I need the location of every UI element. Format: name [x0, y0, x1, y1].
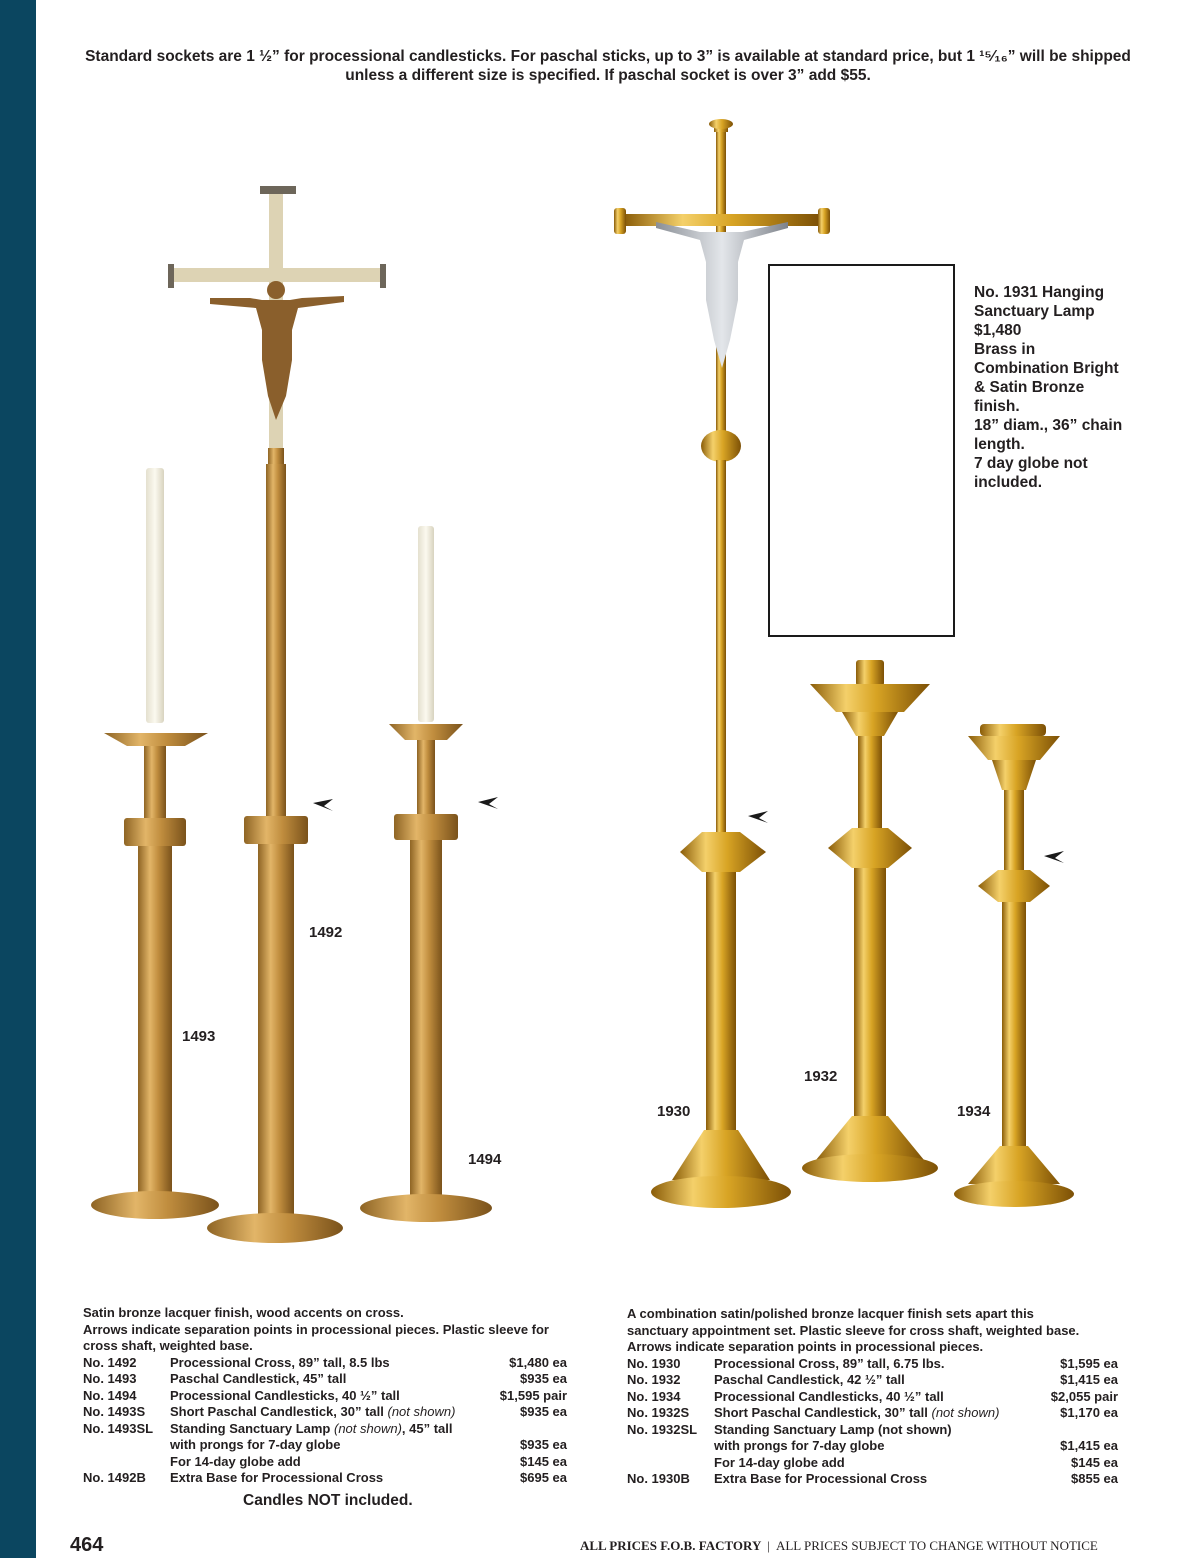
price-row: [83, 1371, 567, 1388]
item-price: $1,595 ea: [1060, 1355, 1118, 1371]
item-description: Processional Cross, 89” tall, 6.75 lbs.: [714, 1355, 945, 1371]
item-price: $145 ea: [520, 1453, 567, 1469]
item-number: No. 1494: [83, 1387, 137, 1403]
lamp-line: 7 day globe not: [974, 455, 1088, 472]
item-number: No. 1492: [83, 1354, 137, 1370]
price-list-intro: [627, 1306, 1118, 1356]
price-row: [83, 1388, 567, 1405]
item-description: For 14-day globe add: [170, 1453, 301, 1469]
price-row: [83, 1421, 567, 1438]
label-1494: 1494: [468, 1151, 502, 1168]
desc-text: , 45” tall: [401, 1420, 453, 1436]
item-price: $1,170 ea: [1060, 1405, 1118, 1420]
item-number: No. 1492B: [83, 1470, 146, 1485]
price-row: [627, 1471, 1118, 1488]
separation-arrow: [1044, 851, 1064, 863]
item-description: [170, 1404, 455, 1421]
desc-text: Standing Sanctuary Lamp: [170, 1420, 334, 1436]
separation-arrow: [313, 799, 333, 811]
item-description: [714, 1405, 999, 1422]
candle-1494: [418, 526, 434, 722]
item-number: No. 1932S: [627, 1405, 690, 1420]
item-number: No. 1934: [627, 1388, 681, 1404]
intro-line: cross shaft, weighted base.: [83, 1338, 253, 1353]
price-row: [83, 1355, 567, 1372]
socket-note-line-1: Standard sockets are 1 ½” for processional candlesticks. For paschal sticks, up to 3” is available at standard price, but 1 ¹⁵⁄₁₆” will be shipped: [85, 48, 1131, 65]
price-row: [627, 1389, 1118, 1406]
item-price: $2,055 pair: [1050, 1388, 1118, 1404]
footer-change-notice: ALL PRICES SUBJECT TO CHANGE WITHOUT NOTICE: [775, 1538, 1098, 1553]
item-description: [170, 1421, 452, 1438]
item-description: Processional Candlesticks, 40 ½” tall: [170, 1387, 400, 1403]
price-row: [627, 1372, 1118, 1389]
lamp-line: finish.: [974, 398, 1020, 415]
price-row: [627, 1422, 1118, 1439]
lamp-line: & Satin Bronze: [974, 379, 1085, 396]
price-row: [83, 1454, 567, 1471]
item-description: Processional Candlesticks, 40 ½” tall: [714, 1388, 944, 1404]
item-number: No. 1930: [627, 1355, 681, 1371]
label-1492: 1492: [309, 924, 343, 941]
price-row: [627, 1356, 1118, 1373]
lamp-line: included.: [974, 474, 1043, 491]
candles-not-included-note: Candles NOT included.: [243, 1492, 413, 1509]
desc-note: (not shown): [333, 1420, 402, 1436]
lamp-1931-description: [974, 283, 1144, 492]
price-row: [627, 1455, 1118, 1472]
footer-notice: [580, 1538, 1098, 1554]
price-row: [627, 1405, 1118, 1422]
lamp-line: 18” diam., 36” chain: [974, 417, 1123, 434]
page-number: 464: [70, 1534, 104, 1556]
separation-arrow: [478, 797, 498, 809]
item-price: $855 ea: [1071, 1471, 1118, 1486]
intro-line: Arrows indicate separation points in processional pieces. Plastic sleeve for: [83, 1321, 549, 1337]
candlestick-1494-image: [360, 526, 498, 1222]
candle-1493: [146, 468, 164, 723]
item-description: Standing Sanctuary Lamp (not shown): [714, 1421, 952, 1437]
lamp-line: Brass in: [974, 341, 1036, 358]
desc-text: Short Paschal Candlestick, 30” tall: [170, 1404, 388, 1419]
item-number: No. 1932: [627, 1372, 681, 1387]
item-description: with prongs for 7-day globe: [714, 1438, 885, 1453]
desc-text: Short Paschal Candlestick, 30” tall: [714, 1405, 932, 1420]
item-description: For 14-day globe add: [714, 1454, 845, 1470]
socket-note-line-2: unless a different size is specified. If paschal socket is over 3” add $55.: [345, 67, 871, 84]
item-price: $1,595 pair: [499, 1387, 567, 1403]
price-list-intro: [83, 1305, 567, 1355]
item-description: with prongs for 7-day globe: [170, 1437, 341, 1452]
desc-note: (not shown): [387, 1404, 456, 1419]
item-number: No. 1930B: [627, 1471, 690, 1486]
footer-separator: |: [767, 1538, 770, 1553]
label-1930: 1930: [657, 1103, 691, 1120]
desc-note: (not shown): [931, 1405, 1000, 1420]
candlestick-1932-image: [802, 660, 938, 1182]
candlestick-1493-image: [91, 468, 219, 1219]
item-price: $695 ea: [520, 1470, 567, 1485]
lamp-price: $1,480: [974, 322, 1022, 339]
price-row: [627, 1438, 1118, 1455]
lamp-line: Combination Bright: [974, 360, 1119, 377]
intro-line: Satin bronze lacquer finish, wood accents on cross.: [83, 1305, 404, 1320]
item-price: $935 ea: [520, 1371, 567, 1386]
item-description: Paschal Candlestick, 42 ½” tall: [714, 1372, 905, 1387]
intro-line: Arrows indicate separation points in processional pieces.: [627, 1339, 984, 1354]
price-list-polished-set: [627, 1306, 1118, 1488]
item-description: Extra Base for Processional Cross: [714, 1471, 928, 1486]
processional-cross-1492-image: [168, 186, 386, 1243]
item-price: $1,415 ea: [1060, 1372, 1118, 1387]
item-description: Processional Cross, 89” tall, 8.5 lbs: [170, 1354, 390, 1370]
price-row: [83, 1437, 567, 1454]
item-price: $1,480 ea: [509, 1354, 567, 1370]
label-1493: 1493: [182, 1028, 216, 1045]
hanging-lamp-frame: [768, 264, 955, 637]
label-1934: 1934: [957, 1103, 991, 1120]
item-description: Paschal Candlestick, 45” tall: [170, 1371, 347, 1386]
lamp-line: No. 1931 Hanging: [974, 284, 1105, 301]
item-price: $1,415 ea: [1060, 1438, 1118, 1453]
price-row: [83, 1404, 567, 1421]
item-price: $935 ea: [520, 1404, 567, 1419]
separation-arrow: [748, 811, 768, 823]
price-list-satin-set: [83, 1305, 567, 1487]
item-number: No. 1493: [83, 1371, 137, 1386]
item-description: Extra Base for Processional Cross: [170, 1470, 384, 1485]
item-price: $935 ea: [520, 1437, 567, 1452]
lamp-line: length.: [974, 436, 1025, 453]
lamp-line: Sanctuary Lamp: [974, 303, 1095, 320]
footer-fob-text: ALL PRICES F.O.B. FACTORY: [580, 1538, 762, 1553]
item-number: No. 1932SL: [627, 1421, 698, 1437]
intro-line: A combination satin/polished bronze lacquer finish sets apart this: [627, 1306, 1034, 1321]
item-number: No. 1493SL: [83, 1420, 154, 1436]
item-price: $145 ea: [1071, 1454, 1118, 1470]
item-number: No. 1493S: [83, 1404, 146, 1419]
candlestick-1934-image: [954, 724, 1074, 1207]
label-1932: 1932: [804, 1068, 838, 1085]
intro-line: sanctuary appointment set. Plastic sleeve for cross shaft, weighted base.: [627, 1322, 1080, 1338]
corpus-figure: [210, 281, 344, 420]
price-row: [83, 1470, 567, 1487]
